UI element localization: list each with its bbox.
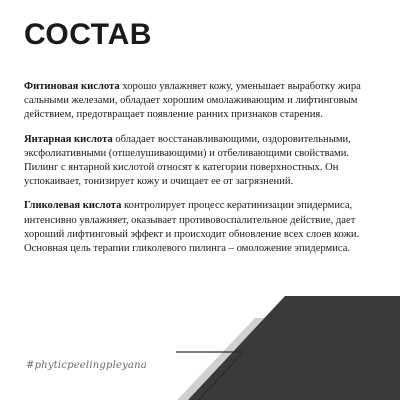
paragraph-succinic-acid	[24, 133, 376, 190]
dark-parallelogram	[188, 296, 400, 400]
page-title: СОСТАВ	[24, 18, 152, 51]
description-succinic-acid: обладает восстанавливающими, оздоровительными, эксфолиативными (отшелушивающими) и отбеливающими свойствами. Пилинг с янтарной кислотой относят к категории поверхностных. Он успокаивает, тонизирует кожу и очищает ее от загрязнений.	[24, 133, 351, 188]
term-phytic-acid: Фитиновая кислота	[24, 81, 120, 92]
description-glycolic-acid: контролирует процесс кератинизации эпидермиса, интенсивно увлажняет, оказывает противовоспалительное действие, дает хороший лифтинговый эффект и происходит обновление всех слоев кожи. Основная цель терапии гликолевого пилинга – омоложение эпидермиса.	[24, 200, 360, 255]
outline-line	[176, 352, 243, 400]
paragraph-phytic-acid	[24, 80, 376, 123]
term-succinic-acid: Янтарная кислота	[24, 133, 113, 145]
light-parallelogram	[177, 318, 300, 400]
composition-text	[24, 80, 376, 266]
description-phytic-acid: хорошо увлажняет кожу, уменьшает выработку жира сальными железами, обладает хорошим омолаживающим и лифтинговым действием, предотвращает появление ранних признаков старения.	[24, 81, 361, 121]
hashtag: #phyticpeelingpleyana	[26, 360, 147, 371]
paragraph-glycolic-acid	[24, 199, 376, 256]
term-glycolic-acid: Гликолевая кислота	[24, 200, 122, 212]
